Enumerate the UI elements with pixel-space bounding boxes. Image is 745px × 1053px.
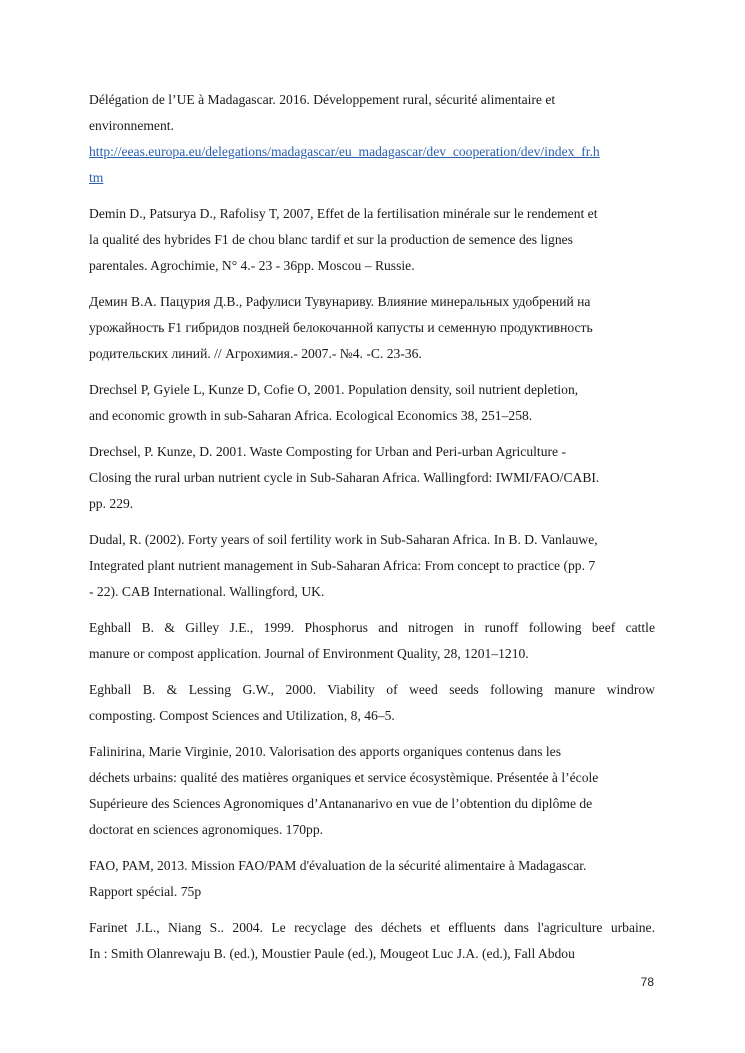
- reference-entry: [89, 677, 655, 729]
- reference-line: Drechsel P, Gyiele L, Kunze D, Cofie O, 2001. Population density, soil nutrient depletion,: [89, 382, 579, 397]
- reference-entry: [89, 739, 655, 843]
- reference-line: Demin D., Patsurya D., Rafolisy T, 2007, Effet de la fertilisation minérale sur le rendement et: [89, 206, 598, 221]
- reference-line: Eghball B. & Lessing G.W., 2000. Viability of weed seeds following manure windrow: [89, 682, 655, 697]
- reference-line: Drechsel, P. Kunze, D. 2001. Waste Composting for Urban and Peri-urban Agriculture -: [89, 444, 566, 459]
- reference-line: урожайность F1 гибридов поздней белокочанной капусты и семенную продуктивность: [89, 320, 593, 335]
- reference-entry: [89, 527, 655, 605]
- reference-entry: [89, 615, 655, 667]
- reference-line: Supérieure des Sciences Agronomiques d’Antananarivo en vue de l’obtention du diplôme de: [89, 796, 593, 811]
- reference-line: pp. 229.: [89, 496, 134, 511]
- reference-line: Демин В.А. Пацурия Д.В., Рафулиси Тувунариву. Влияние минеральных удобрений на: [89, 294, 591, 309]
- reference-line: composting. Compost Sciences and Utilization, 8, 46–5.: [89, 708, 395, 723]
- reference-line: родительских линий. // Агрохимия.- 2007.- №4. -С. 23-36.: [89, 346, 422, 361]
- reference-line: parentales. Agrochimie, N° 4.- 23 - 36pp. Moscou – Russie.: [89, 258, 415, 273]
- reference-entry: [89, 289, 655, 367]
- reference-entry: [89, 87, 655, 191]
- reference-entry: [89, 201, 655, 279]
- reference-line: déchets urbains: qualité des matières organiques et service écosystèmique. Présentée à l’école: [89, 770, 599, 785]
- reference-line: Falinirina, Marie Virginie, 2010. Valorisation des apports organiques contenus dans les: [89, 744, 561, 759]
- reference-url-link[interactable]: tm: [89, 170, 104, 185]
- reference-entry: [89, 439, 655, 517]
- reference-line: Rapport spécial. 75p: [89, 884, 202, 899]
- reference-line: doctorat en sciences agronomiques. 170pp.: [89, 822, 324, 837]
- reference-list: [89, 87, 655, 977]
- reference-line: - 22). CAB International. Wallingford, UK.: [89, 584, 325, 599]
- reference-line: Délégation de l’UE à Madagascar. 2016. Développement rural, sécurité alimentaire et: [89, 92, 556, 107]
- reference-line: Farinet J.L., Niang S.. 2004. Le recyclage des déchets et effluents dans l'agriculture urbaine.: [89, 920, 655, 935]
- reference-line: and economic growth in sub-Saharan Africa. Ecological Economics 38, 251–258.: [89, 408, 533, 423]
- page-number: 78: [640, 975, 654, 989]
- reference-line: Dudal, R. (2002). Forty years of soil fertility work in Sub-Saharan Africa. In B. D. Vanlauwe,: [89, 532, 598, 547]
- reference-url-link[interactable]: http://eeas.europa.eu/delegations/madagascar/eu_madagascar/dev_cooperation/dev/index_fr.h: [89, 144, 600, 159]
- reference-line: manure or compost application. Journal of Environment Quality, 28, 1201–1210.: [89, 646, 529, 661]
- reference-entry: [89, 377, 655, 429]
- reference-line: In : Smith Olanrewaju B. (ed.), Moustier Paule (ed.), Mougeot Luc J.A. (ed.), Fall Abdou: [89, 946, 575, 961]
- reference-entry: [89, 853, 655, 905]
- reference-line: Integrated plant nutrient management in Sub-Saharan Africa: From concept to practice (pp. 7: [89, 558, 596, 573]
- reference-line: Closing the rural urban nutrient cycle in Sub-Saharan Africa. Wallingford: IWMI/FAO/CABI.: [89, 470, 600, 485]
- reference-line: la qualité des hybrides F1 de chou blanc tardif et sur la production de semence des lignes: [89, 232, 573, 247]
- reference-line: Eghball B. & Gilley J.E., 1999. Phosphorus and nitrogen in runoff following beef cattle: [89, 620, 655, 635]
- reference-line: environnement.: [89, 118, 174, 133]
- reference-entry: [89, 915, 655, 967]
- reference-line: FAO, PAM, 2013. Mission FAO/PAM d'évaluation de la sécurité alimentaire à Madagascar.: [89, 858, 587, 873]
